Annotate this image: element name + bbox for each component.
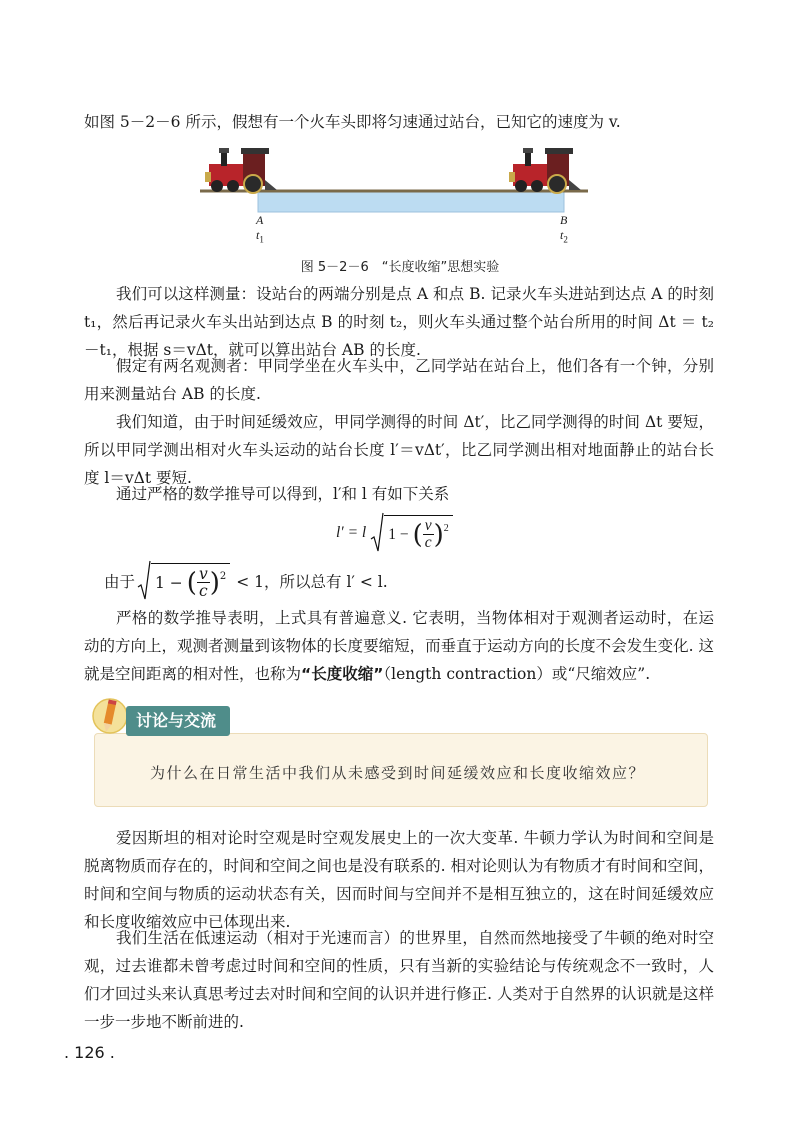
sqrt-sign-icon: [137, 559, 151, 603]
discussion-question: 为什么在日常生活中我们从未感受到时间延缓效应和长度收缩效应？: [150, 764, 646, 782]
paragraph-derivation: 通过严格的数学推导可以得到，l′和 l 有如下关系: [116, 485, 450, 503]
paragraph-observers: 假定有两名观测者：甲同学坐在火车头中，乙同学站在站台上，他们各有一个钟，分别用来测量站台 AB 的长度.: [84, 357, 714, 403]
paragraph-time-dilation: 我们知道，由于时间延缓效应，甲同学测得的时间 Δt′，比乙同学测得的时间 Δt 要短，所以甲同学测出相对火车头运动的站台长度 l′＝vΔt′，比乙同学测出相对地面静止的站台长度 l＝vΔt 要短.: [84, 413, 714, 487]
train-left-icon: [205, 148, 277, 193]
intro-text: 如图 5－2－6 所示，假想有一个火车头即将匀速通过站台，已知它的速度为 v.: [84, 113, 621, 131]
train-right-icon: [509, 148, 581, 193]
platform: [258, 192, 564, 212]
inequality-line: 由于 1 − ( $\frac{v}{c}$ ) 2 < 1，所以总有 l′ < l.: [104, 558, 388, 604]
figure-caption: 图 5－2－6 “长度收缩”思想实验: [300, 260, 500, 275]
paragraph-conclusion: 严格的数学推导表明，上式具有普遍意义. 它表明，当物体相对于观测者运动时，在运动的方向上，观测者测量到该物体的长度要缩短，而垂直于运动方向的长度不会发生变化. 这就是空间距离的相对性，也称为“长度收缩”（length contraction）或“尺缩效应”.: [84, 609, 714, 683]
label-a: A: [256, 213, 264, 227]
discussion-title: 讨论与交流: [126, 706, 230, 736]
page-number: . 126 .: [64, 1043, 115, 1062]
paragraph-einstein: 爱因斯坦的相对论时空观是时空观发展史上的一次大变革. 牛顿力学认为时间和空间是脱离物质而存在的，时间和空间之间也是没有联系的. 相对论则认为有物质才有时间和空间，时间和空间与物质的运动状态有关，因而时间与空间并不是相互独立的，这在时间延缓效应和长度收缩效应中已体现出来.: [84, 829, 714, 931]
pencil-icon: [90, 696, 130, 740]
sqrt-sign-icon: [370, 511, 384, 555]
paragraph-measurement: 我们可以这样测量：设站台的两端分别是点 A 和点 B. 记录火车头进站到达点 A 的时刻 t₁，然后再记录火车头出站到达点 B 的时刻 t₂，则火车头通过整个站台所用的时间 Δt ＝ t₂－t₁，根据 s＝vΔt，就可以算出站台 AB 的长度.: [84, 285, 714, 359]
figure-length-contraction: [0, 0, 800, 250]
label-t1: $t_1$: [256, 228, 264, 245]
label-t2: $t_2$: [560, 228, 568, 245]
label-b: B: [560, 213, 568, 227]
length-contraction-formula: l′ = l 1 − ( $\frac{v}{c}$ ) 2: [336, 511, 453, 555]
paragraph-low-speed-world: 我们生活在低速运动（相对于光速而言）的世界里，自然而然地接受了牛顿的绝对时空观，过去谁都未曾考虑过时间和空间的性质，只有当新的实验结论与传统观念不一致时，人们才回过头来认真思考过去对时间和空间的认识并进行修正. 人类对于自然界的认识就是这样一步一步地不断前进的.: [84, 929, 714, 1031]
